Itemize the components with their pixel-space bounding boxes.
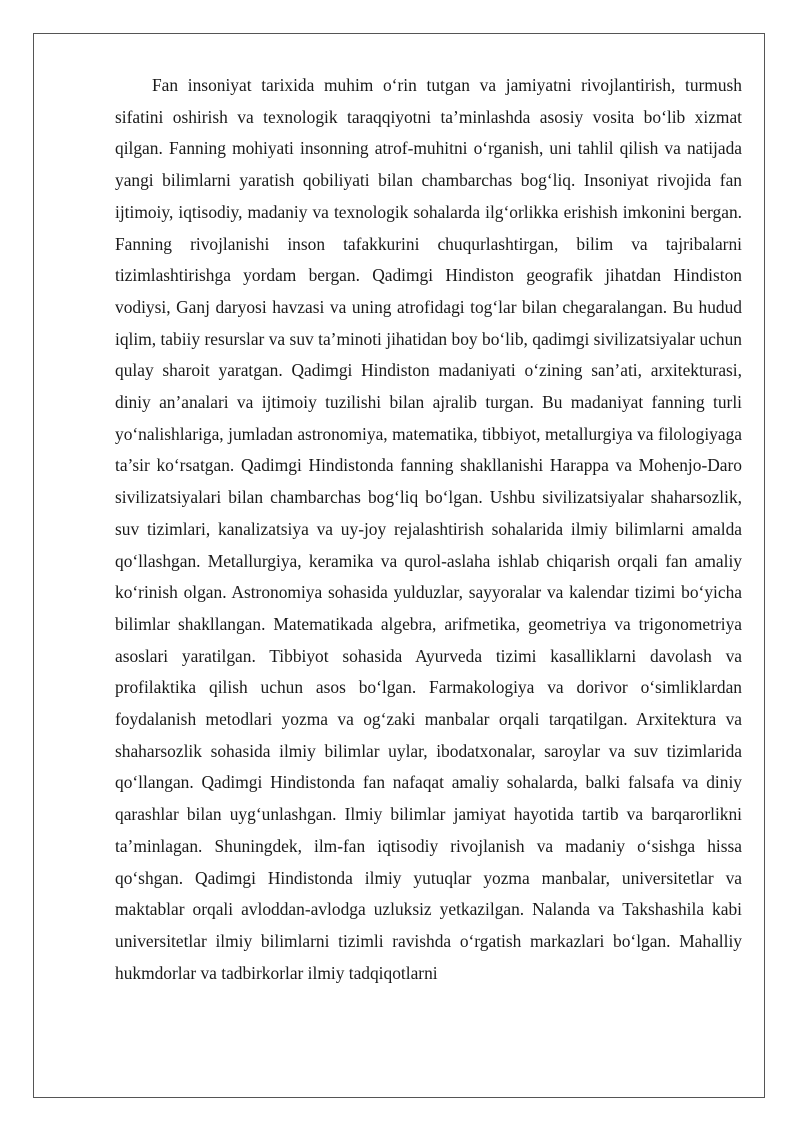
- body-paragraph: Fan insoniyat tarixida muhim o‘rin tutgan va jamiyatni rivojlantirish, turmush sifatini oshirish va texnologik taraqqiyotni ta’minlashda asosiy vosita bo‘lib xizmat qilgan. Fanning mohiyati insonning atrof-muhitni o‘rganish, uni tahlil qilish va natijada yangi bilimlarni yaratish qobiliyati bilan chambarchas bog‘liq. Insoniyat rivojida fan ijtimoiy, iqtisodiy, madaniy va texnologik sohalarda ilg‘orlikka erishish imkonini bergan. Fanning rivojlanishi inson tafakkurini chuqurlashtirgan, bilim va tajribalarni tizimlashtirishga yordam bergan. Qadimgi Hindiston geografik jihatdan Hindiston vodiysi, Ganj daryosi havzasi va uning atrofidagi tog‘lar bilan chegaralangan. Bu hudud iqlim, tabiiy resurslar va suv ta’minoti jihatidan boy bo‘lib, qadimgi sivilizatsiyalar uchun qulay sharoit yaratgan. Qadimgi Hindiston madaniyati o‘zining san’ati, arxitekturasi, diniy an’analari va ijtimoiy tuzilishi bilan ajralib turgan. Bu madaniyat fanning turli yo‘nalishlariga, jumladan astronomiya, matematika, tibbiyot, metallurgiya va filologiyaga ta’sir ko‘rsatgan. Qadimgi Hindistonda fanning shakllanishi Harappa va Mohenjo-Daro sivilizatsiyalari bilan chambarchas bog‘liq bo‘lgan. Ushbu sivilizatsiyalar shaharsozlik, suv tizimlari, kanalizatsiya va uy-joy rejalashtirish sohalarida ilmiy bilimlarni amalda qo‘llashgan. Metallurgiya, keramika va qurol-aslaha ishlab chiqarish orqali fan amaliy ko‘rinish olgan. Astronomiya sohasida yulduzlar, sayyoralar va kalendar tizimi bo‘yicha bilimlar shakllangan. Matematikada algebra, arifmetika, geometriya va trigonometriya asoslari yaratilgan. Tibbiyot sohasida Ayurveda tizimi kasalliklarni davolash va profilaktika qilish uchun asos bo‘lgan. Farmakologiya va dorivor o‘simliklardan foydalanish metodlari yozma va og‘zaki manbalar orqali tarqatilgan. Arxitektura va shaharsozlik sohasida ilmiy bilimlar uylar, ibodatxonalar, saroylar va suv tizimlarida qo‘llangan. Qadimgi Hindistonda fan nafaqat amaliy sohalarda, balki falsafa va diniy qarashlar bilan uyg‘unlashgan. Ilmiy bilimlar jamiyat hayotida tartib va barqarorlikni ta’minlagan. Shuningdek, ilm-fan iqtisodiy rivojlanish va madaniy o‘sishga hissa qo‘shgan. Qadimgi Hindistonda ilmiy yutuqlar yozma manbalar, universitetlar va maktablar orqali avloddan-avlodga uzluksiz yetkazilgan. Nalanda va Takshashila kabi universitetlar ilmiy bilimlarni tizimli ravishda o‘rgatish markazlari bo‘lgan. Mahalliy hukmdorlar va tadbirkorlar ilmiy tadqiqotlarni: [115, 75, 742, 983]
